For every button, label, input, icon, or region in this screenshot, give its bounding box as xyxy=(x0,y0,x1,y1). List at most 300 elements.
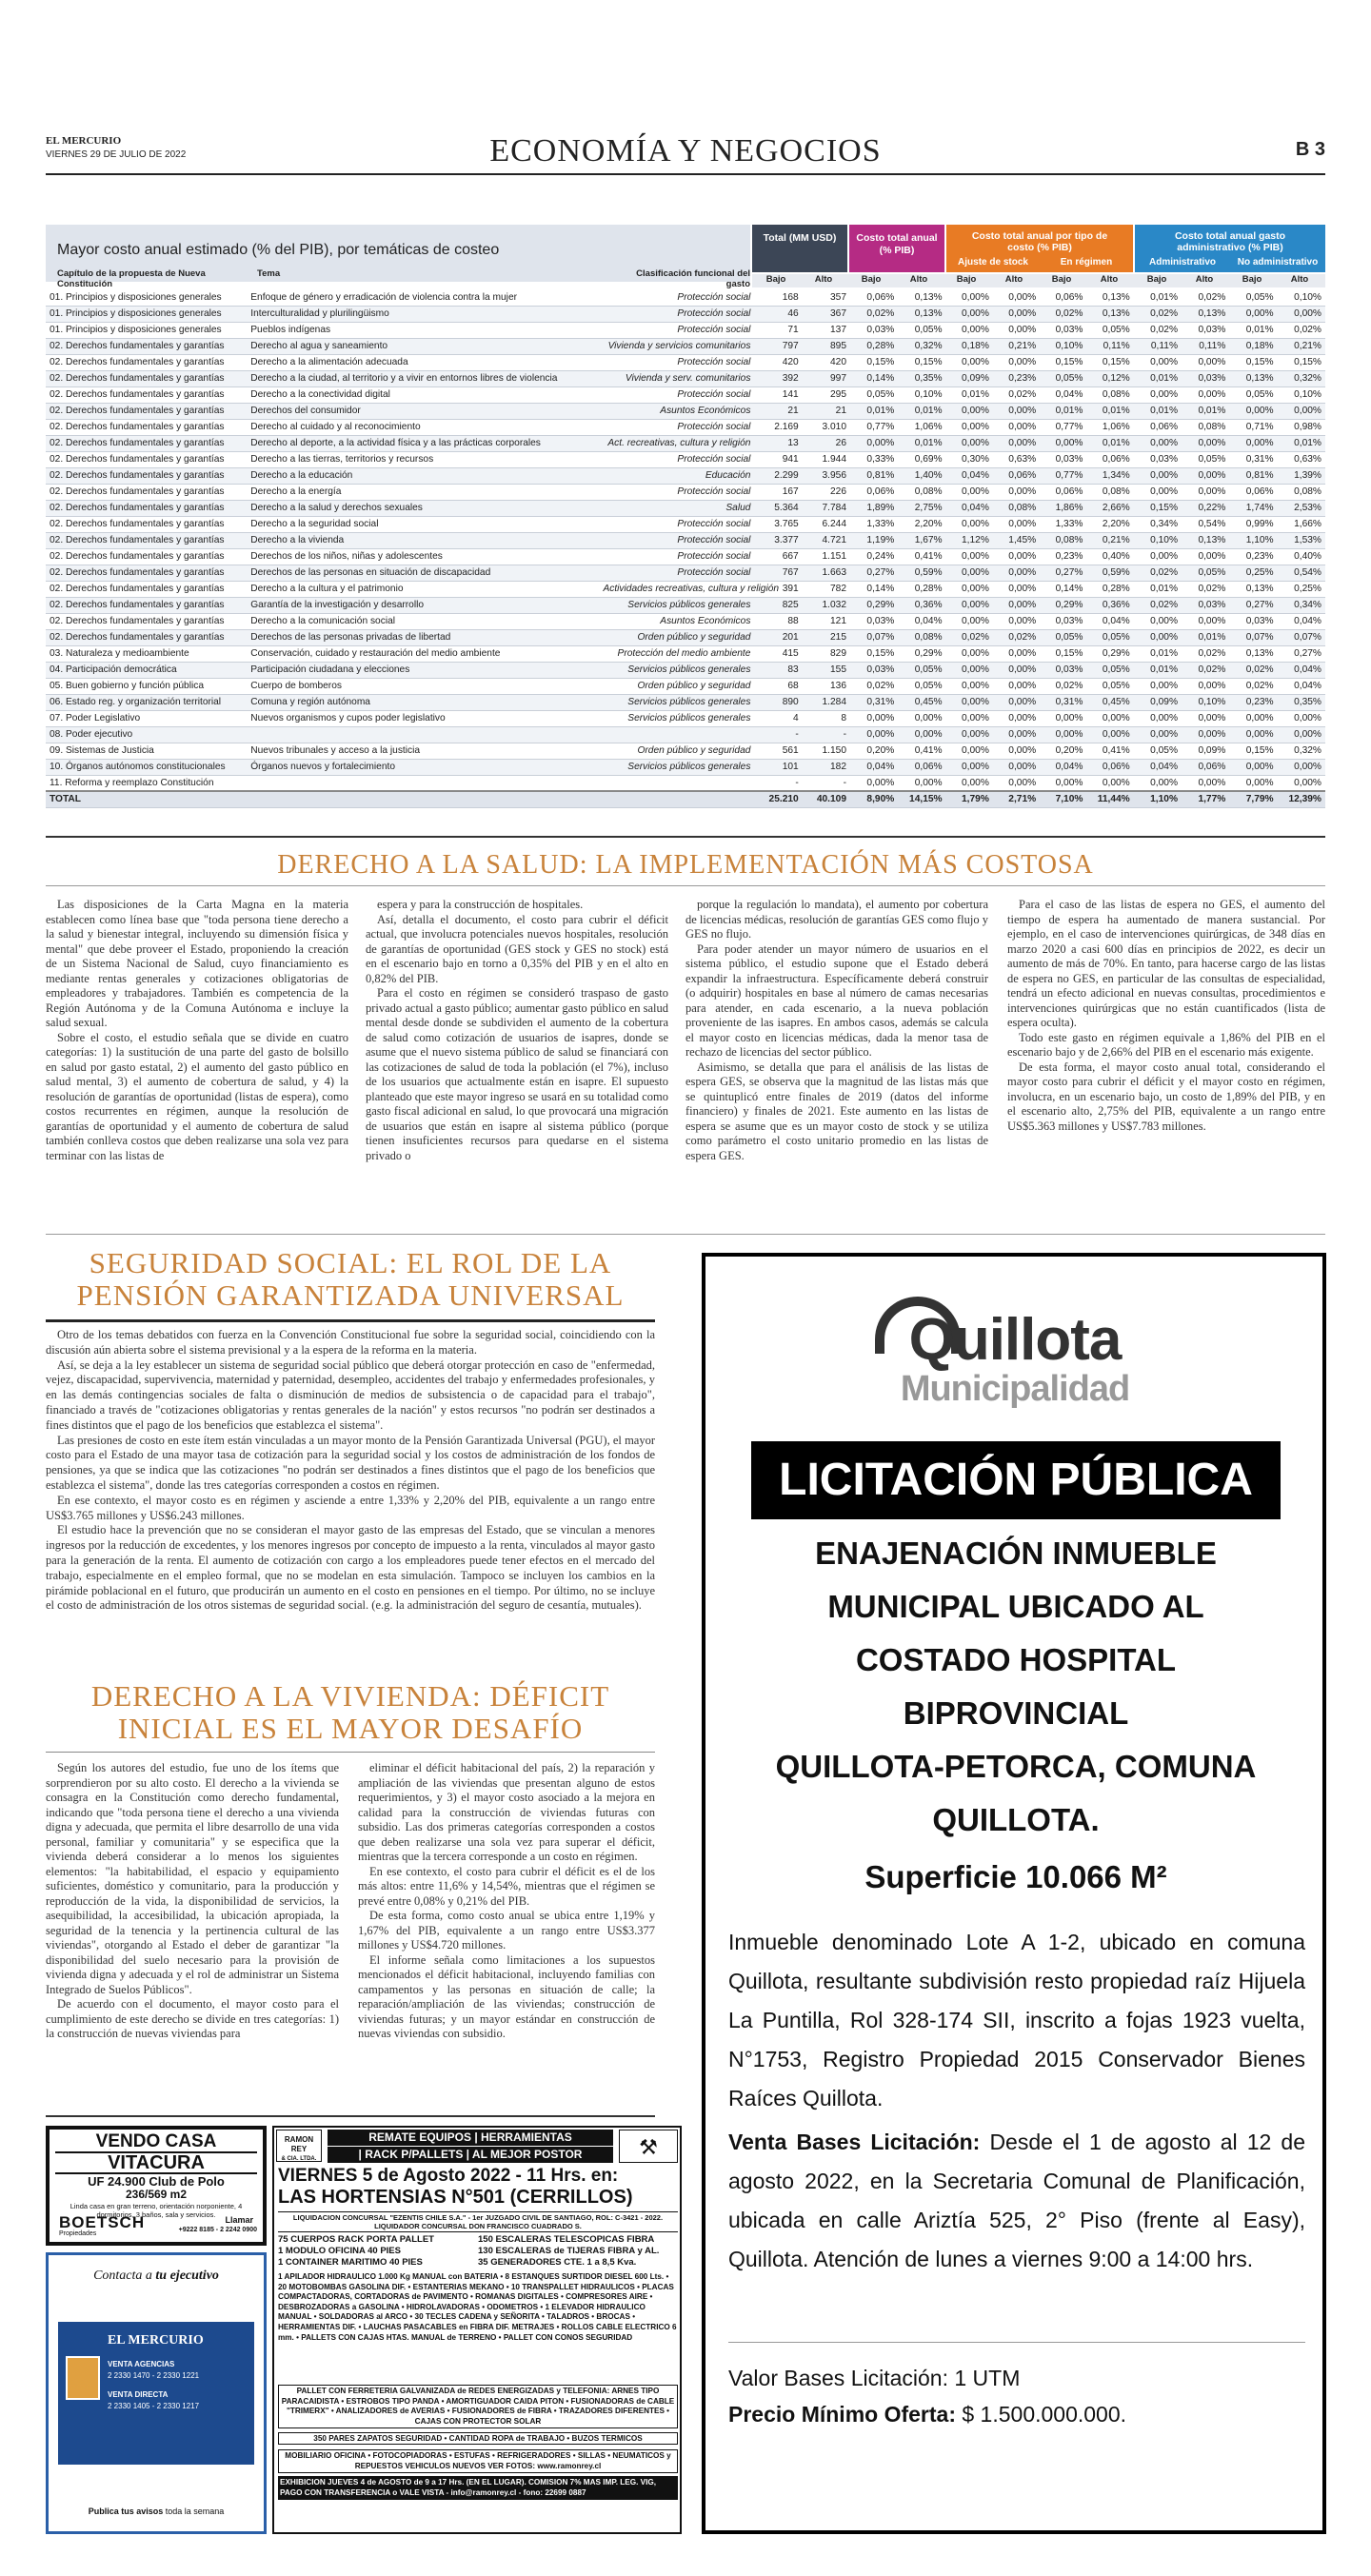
table-cell: 0,00% xyxy=(993,565,1040,581)
table-cell: 0,31% xyxy=(1229,451,1277,467)
licitacion-subtitle-5: QUILLOTA-PETORCA, COMUNA xyxy=(775,1749,1257,1784)
table-cell: 0,36% xyxy=(898,597,945,613)
bajo-label: Bajo xyxy=(1146,274,1167,285)
table-cell: Protección social xyxy=(599,548,754,565)
table-row xyxy=(46,451,1325,467)
table-cell: 1.150 xyxy=(803,743,850,759)
table-cell: 215 xyxy=(803,629,850,645)
table-cell: 561 xyxy=(754,743,802,759)
table-cell: 0,00% xyxy=(946,694,993,710)
table-cell: 0,13% xyxy=(1229,645,1277,662)
table-cell: 0,00% xyxy=(1278,726,1325,743)
table-cell: 0,15% xyxy=(1229,354,1277,370)
table-cell: 0,98% xyxy=(1278,419,1325,435)
table-cell: 0,00% xyxy=(946,435,993,451)
paragraph: Para el caso de las listas de espera no GES, el aumento del tiempo de espera ha aumentado de manera sustancial. Por ejemplo, en el caso de intervenciones quirúrgicas, de 348 días en marzo 2020 a casi 600 días en principios de 2022, es decir un aumento de más de 70%. En tanto, para hacerse cargo de las listas de espera no GES, en particular de las consultas de especialidad, tendrá un efecto adicional en nuevas consultas, procedimientos e intervenciones quirúrgicas que no están cuantificados (lista de espera oculta). xyxy=(1007,898,1325,1029)
table-cell xyxy=(247,791,599,807)
table-cell: 0,05% xyxy=(1182,565,1229,581)
table-cell: 0,00% xyxy=(1040,435,1086,451)
table-cell: 0,02% xyxy=(1182,645,1229,662)
table-cell: 1,06% xyxy=(1086,419,1133,435)
table-cell: Protección social xyxy=(599,306,754,322)
remate-brand-2: & CIA. LTDA. xyxy=(281,2156,317,2162)
paragraph: El informe señala como limitaciones a los supuestos mencionados el déficit habitacional, incluyendo familias con campamentos y las personas en situación de calle; la reparación/ampliación de las viviendas; construcción de viviendas futuras; y un mayor estándar en construcción de nuevas viviendas con subsidio. xyxy=(358,1952,655,2040)
table-cell: 0,00% xyxy=(993,581,1040,597)
table-cell: 0,00% xyxy=(1278,306,1325,322)
table-cell: 46 xyxy=(754,306,802,322)
table-cell: 0,24% xyxy=(850,548,898,565)
bajo-alto-row xyxy=(752,274,1325,287)
remate-bar2: 350 PARES ZAPATOS SEGURIDAD • CANTIDAD ROPA de TRABAJO • BUZOS TERMICOS xyxy=(278,2432,678,2445)
vitacura-line1: VENDO CASA xyxy=(95,2131,217,2151)
table-cell: 2,20% xyxy=(1086,516,1133,532)
table-cell: 02. Derechos fundamentales y garantías xyxy=(46,565,247,581)
table-cell: 0,00% xyxy=(1278,403,1325,419)
table-cell: 0,00% xyxy=(946,662,993,678)
table-cell: 0,11% xyxy=(1182,338,1229,354)
table-cell: 0,00% xyxy=(1134,775,1182,791)
vitacura-line3: UF 24.900 Club de Polo xyxy=(88,2174,225,2189)
table-cell: 0,02% xyxy=(993,629,1040,645)
table-cell: 0,13% xyxy=(898,289,945,306)
table-cell: 0,07% xyxy=(1278,629,1325,645)
table-cell: 0,28% xyxy=(850,338,898,354)
table-cell: Nuevos organismos y cupos poder legislativo xyxy=(247,710,599,726)
table-cell: 0,00% xyxy=(1229,726,1277,743)
masthead-paper: EL MERCURIO xyxy=(46,135,122,147)
table-cell: 941 xyxy=(754,451,802,467)
table-cell: 1,10% xyxy=(1134,791,1182,807)
table-cell: 02. Derechos fundamentales y garantías xyxy=(46,386,247,403)
table-cell: 367 xyxy=(803,306,850,322)
table-cell: 0,00% xyxy=(993,548,1040,565)
licitacion-area: Superficie 10.066 M² xyxy=(864,1859,1167,1894)
table-cell: Derecho a la seguridad social xyxy=(247,516,599,532)
table-cell: Derecho a la conectividad digital xyxy=(247,386,599,403)
table-row xyxy=(46,629,1325,645)
table-cell: 0,04% xyxy=(1278,613,1325,629)
table-cell: 02. Derechos fundamentales y garantías xyxy=(46,403,247,419)
table-cell: 0,04% xyxy=(850,759,898,775)
table-cell: 2,71% xyxy=(993,791,1040,807)
table-row xyxy=(46,678,1325,694)
table-cell: Interculturalidad y plurilingüismo xyxy=(247,306,599,322)
licitacion-header: LICITACIÓN PÚBLICA xyxy=(751,1441,1281,1519)
table-cell: 0,45% xyxy=(1086,694,1133,710)
table-cell: 0,00% xyxy=(1040,775,1086,791)
header-class: Clasificación funcional del gasto xyxy=(636,268,750,289)
table-cell: 06. Estado reg. y organización territorial xyxy=(46,694,247,710)
table-cell: 0,21% xyxy=(1086,532,1133,548)
table-cell: 4 xyxy=(754,710,802,726)
table-cell: 2,53% xyxy=(1278,500,1325,516)
table-cell: 02. Derechos fundamentales y garantías xyxy=(46,532,247,548)
table-cell: 295 xyxy=(803,386,850,403)
table-cell: 4.721 xyxy=(803,532,850,548)
remate-date: VIERNES 5 de Agosto 2022 - 11 Hrs. en: xyxy=(278,2166,619,2186)
table-cell: 0,00% xyxy=(993,726,1040,743)
remate-top2: | RACK P/PALLETS | AL MEJOR POSTOR xyxy=(328,2147,613,2163)
paragraph: Las presiones de costo en este ítem están vinculadas a un mayor monto de la Pensión Garantizada Universal (PGU), el mayor costo para el Estado de una mayor tasa de cotización para la seguridad social y los costos de administración de los fondos de pensiones, ya que se indica que las cotizaciones "no podrán ser destinados a fines distintos que el pago de los beneficios que establezca el sistema", donde las tres categorías corresponden a costos en régimen. xyxy=(46,1433,655,1492)
cost-table-block xyxy=(46,225,1325,808)
table-cell: Nuevos tribunales y acceso a la justicia xyxy=(247,743,599,759)
table-cell: 0,02% xyxy=(946,629,993,645)
table-row xyxy=(46,532,1325,548)
table-cell: 1,66% xyxy=(1278,516,1325,532)
table-cell: 0,01% xyxy=(898,435,945,451)
salud-col-1 xyxy=(46,898,348,1163)
remate-list: 1 APILADOR HIDRAULICO 1.000 Kg MANUAL con BATERIA • 8 ESTANQUES SURTIDOR DIESEL 600 Lts. • 20 MOTOBOMBAS GASOLINA DIF. • ESTANTERIAS MEKANO • 10 TRANSPALLET HIDRAULICOS • PLACAS COMPACTADORAS, CORTADORAS de PAVIMENTO • ROMANAS DIGITALES • COMPRESORES AIRE • DESBROZADORAS a GASOLINA • HIDROLAVADORAS • ODOMETROS • 1 ELEVADOR HIDRAULICO MANUAL • SOLDADORAS al ARCO • 30 TECLES CADENA y SEÑORITA • TALADROS • BROCAS • HERRAMIENTAS DIF. • LAUCHAS PASACABLES en FIBRA DIF. METRAJES • ROLLOS CABLE ELECTRICO 6 mm. • PALLETS CON CAJAS HTAS. MANUAL de TERRENO • PALLET CON CONOS SEGURIDAD xyxy=(278,2272,677,2342)
table-cell: 0,03% xyxy=(1229,613,1277,629)
table-cell: 0,77% xyxy=(1040,419,1086,435)
seguridad-rule xyxy=(46,1319,655,1322)
table-cell: - xyxy=(803,775,850,791)
table-cell: 68 xyxy=(754,678,802,694)
table-cell: 0,63% xyxy=(1278,451,1325,467)
table-cell: 8 xyxy=(803,710,850,726)
page-number: B 3 xyxy=(1295,139,1325,160)
remate-col2-a: 150 ESCALERAS TELESCOPICAS FIBRA xyxy=(478,2234,655,2245)
sub-stock: Ajuste de stock xyxy=(958,257,1028,268)
salud-bottom-rule xyxy=(46,1234,1325,1235)
table-cell: 0,00% xyxy=(1229,435,1277,451)
table-cell: 0,23% xyxy=(1229,694,1277,710)
table-cell: 0,00% xyxy=(993,354,1040,370)
table-cell: 0,34% xyxy=(1134,516,1182,532)
table-cell: 1,10% xyxy=(1229,532,1277,548)
paragraph: Asimismo, se detalla que para el análisis de las listas de espera GES, se observa que la magnitud de las listas más que se quintuplicó entre finales de 2019 (datos del informe financiero) y finales de 2021. Este aumento en las listas de espera se asume que es un mayor costo de stock y se utiliza como parámetro el costo unitario promedio en las listas de espera GES. xyxy=(686,1060,988,1162)
table-bottom-rule xyxy=(46,836,1325,838)
table-cell: 0,20% xyxy=(1040,743,1086,759)
paragraph: espera y para la construcción de hospitales. xyxy=(377,898,584,911)
table-cell: 0,08% xyxy=(1040,532,1086,548)
table-cell: Orden público y seguridad xyxy=(599,678,754,694)
table-cell: 0,36% xyxy=(1086,597,1133,613)
vitacura-ad xyxy=(46,2126,267,2246)
table-cell: Derecho a la energía xyxy=(247,484,599,500)
table-cell: 0,00% xyxy=(946,484,993,500)
table-cell: 0,13% xyxy=(1086,306,1133,322)
table-cell: 0,00% xyxy=(1182,354,1229,370)
table-cell: 0,00% xyxy=(898,710,945,726)
table-cell: 0,02% xyxy=(1040,678,1086,694)
table-cell: 0,28% xyxy=(1086,581,1133,597)
table-cell: 0,00% xyxy=(1134,354,1182,370)
table-cell: 0,32% xyxy=(1278,370,1325,386)
table-cell: 0,00% xyxy=(850,775,898,791)
table-cell: 0,13% xyxy=(1229,370,1277,386)
table-cell: 0,00% xyxy=(1134,726,1182,743)
masthead-date: VIERNES 29 DE JULIO DE 2022 xyxy=(46,149,187,160)
bajo-label: Bajo xyxy=(861,274,882,285)
table-cell: 0,31% xyxy=(1040,694,1086,710)
table-cell: 0,02% xyxy=(1182,581,1229,597)
table-cell: 0,06% xyxy=(850,289,898,306)
table-cell: 0,03% xyxy=(1040,451,1086,467)
precio-value: $ 1.500.000.000. xyxy=(955,2402,1127,2427)
table-cell: 0,15% xyxy=(850,645,898,662)
table-cell: 8,90% xyxy=(850,791,898,807)
paragraph: En ese contexto, el costo para cubrir el déficit es el de los más altos: entre 11,6% y 14,54%, mientras que el régimen se prevé entre 0,08% y 0,21% del PIB. xyxy=(358,1864,655,1908)
table-cell: Vivienda y servicios comunitarios xyxy=(599,338,754,354)
table-cell: 0,00% xyxy=(946,354,993,370)
table-cell: 02. Derechos fundamentales y garantías xyxy=(46,338,247,354)
table-cell: Servicios públicos generales xyxy=(599,759,754,775)
table-cell: 141 xyxy=(754,386,802,403)
table-cell: 0,00% xyxy=(946,710,993,726)
contacto-brand: EL MERCURIO xyxy=(108,2333,204,2348)
vivienda-col-2 xyxy=(358,1761,655,2042)
table-cell: 0,02% xyxy=(1040,306,1086,322)
table-cell: 1,89% xyxy=(850,500,898,516)
table-cell: 0,05% xyxy=(1086,678,1133,694)
table-cell: 0,05% xyxy=(1086,629,1133,645)
table-cell: 0,02% xyxy=(1182,662,1229,678)
table-cell: 0,21% xyxy=(1278,338,1325,354)
licitacion-valor: Valor Bases Licitación: 1 UTM xyxy=(728,2366,1021,2390)
remate-col2-b: 130 ESCALERAS de TIJERAS FIBRA y AL. xyxy=(478,2246,660,2256)
table-row xyxy=(46,338,1325,354)
table-cell: 0,69% xyxy=(898,451,945,467)
table-cell: 168 xyxy=(754,289,802,306)
table-cell: 0,00% xyxy=(993,645,1040,662)
vitacura-company2: Propiedades xyxy=(59,2230,97,2237)
table-cell: 13 xyxy=(754,435,802,451)
sub-admin: Administrativo xyxy=(1148,257,1216,268)
table-cell: 0,05% xyxy=(898,322,945,338)
table-cell: 1.944 xyxy=(803,451,850,467)
table-cell: Actividades recreativas, cultura y religión xyxy=(599,581,754,597)
table-cell: 0,02% xyxy=(1134,597,1182,613)
table-cell: 0,07% xyxy=(1229,629,1277,645)
table-cell: Derecho a la comunicación social xyxy=(247,613,599,629)
table-cell: 357 xyxy=(803,289,850,306)
table-cell: 0,03% xyxy=(1134,451,1182,467)
table-cell: 0,05% xyxy=(898,662,945,678)
table-cell: 0,35% xyxy=(1278,694,1325,710)
alto-label: Alto xyxy=(909,274,928,285)
table-cell: 0,00% xyxy=(1040,710,1086,726)
table-cell: Derecho al deporte, a la actividad física y a las prácticas corporales xyxy=(247,435,599,451)
table-cell: 0,54% xyxy=(1278,565,1325,581)
remate-hammer-icon: ⚒ xyxy=(619,2130,678,2163)
table-cell: 0,21% xyxy=(993,338,1040,354)
table-cell: Derechos de las personas en situación de discapacidad xyxy=(247,565,599,581)
quillota-logo xyxy=(858,1293,1172,1407)
licitacion-subtitle-3: COSTADO HOSPITAL xyxy=(855,1642,1177,1677)
table-cell: 0,00% xyxy=(1229,710,1277,726)
table-cell: TOTAL xyxy=(46,791,247,807)
table-cell: 88 xyxy=(754,613,802,629)
bajo-label: Bajo xyxy=(956,274,977,285)
contacto-footer-b: toda la semana xyxy=(165,2507,225,2516)
table-cell: 0,03% xyxy=(1182,370,1229,386)
table-cell: 04. Participación democrática xyxy=(46,662,247,678)
table-cell: 3.010 xyxy=(803,419,850,435)
table-cell: 0,35% xyxy=(898,370,945,386)
remate-ad xyxy=(272,2126,682,2534)
table-cell: 0,09% xyxy=(946,370,993,386)
bajo-label: Bajo xyxy=(1051,274,1072,285)
table-cell: 0,00% xyxy=(1182,710,1229,726)
table-cell: 0,01% xyxy=(1134,581,1182,597)
contacto-title-a: Contacta a xyxy=(93,2269,156,2283)
table-cell: Derechos de las personas privadas de libertad xyxy=(247,629,599,645)
paragraph: porque la regulación lo mandata), el aumento por cobertura de licencias médicas, resolución de garantías GES como flujo y GES no flujo. xyxy=(686,898,988,941)
licitacion-precio xyxy=(728,2395,1305,2434)
table-cell: 0,00% xyxy=(1229,306,1277,322)
contacto-title-b: tu ejecutivo xyxy=(155,2269,219,2283)
table-cell: 01. Principios y disposiciones generales xyxy=(46,322,247,338)
table-cell: 0,10% xyxy=(898,386,945,403)
remate-col2 xyxy=(478,2234,680,2269)
table-cell: Cuerpo de bomberos xyxy=(247,678,599,694)
seguridad-title-2: PENSIÓN GARANTIZADA UNIVERSAL xyxy=(76,1278,625,1312)
vitacura-line4: 236/569 m2 xyxy=(125,2188,188,2201)
table-cell: Asuntos Económicos xyxy=(599,403,754,419)
remate-liq: LIQUIDACION CONCURSAL "EZENTIS CHILE S.A." - 1er JUZGADO CIVIL DE SANTIAGO, ROL: C-3421 - 2022. LIQUIDADOR CONCURSAL DON FRANCISCO CUADRADO S. xyxy=(278,2211,678,2232)
table-cell: 0,99% xyxy=(1229,516,1277,532)
table-row xyxy=(46,759,1325,775)
table-cell: 0,00% xyxy=(1229,759,1277,775)
table-cell: Protección social xyxy=(599,516,754,532)
table-cell: 1,45% xyxy=(993,532,1040,548)
table-cell: Participación ciudadana y elecciones xyxy=(247,662,599,678)
table-cell: Protección social xyxy=(599,532,754,548)
table-row xyxy=(46,565,1325,581)
bajo-label: Bajo xyxy=(1242,274,1262,285)
table-cell: 02. Derechos fundamentales y garantías xyxy=(46,629,247,645)
table-cell: 0,00% xyxy=(946,289,993,306)
table-cell: 0,11% xyxy=(1086,338,1133,354)
cost-table-wrap xyxy=(46,289,1325,808)
table-cell: 0,04% xyxy=(946,500,993,516)
table-cell: 03. Naturaleza y medioambiente xyxy=(46,645,247,662)
table-cell: 0,15% xyxy=(850,354,898,370)
table-cell: 155 xyxy=(803,662,850,678)
table-cell: 0,18% xyxy=(946,338,993,354)
table-cell xyxy=(599,775,754,791)
table-cell: 0,00% xyxy=(898,726,945,743)
table-cell: 0,00% xyxy=(946,548,993,565)
table-cell: Derecho a la salud y derechos sexuales xyxy=(247,500,599,516)
table-cell: 890 xyxy=(754,694,802,710)
table-cell: 0,06% xyxy=(1229,484,1277,500)
remate-col1 xyxy=(278,2234,476,2269)
table-cell: 0,01% xyxy=(1134,645,1182,662)
paragraph: De acuerdo con el documento, el mayor costo para el cumplimiento de este derecho se divide en tres categorías: 1) la construcción de nuevas viviendas para xyxy=(46,1997,339,2040)
table-cell: 0,00% xyxy=(993,484,1040,500)
table-cell: 1.032 xyxy=(803,597,850,613)
table-cell: 0,00% xyxy=(946,565,993,581)
table-cell: 0,27% xyxy=(1229,597,1277,613)
table-cell: Derecho a la cultura y el patrimonio xyxy=(247,581,599,597)
table-cell: 0,01% xyxy=(1086,403,1133,419)
table-cell: 0,00% xyxy=(1229,403,1277,419)
table-row xyxy=(46,435,1325,451)
table-cell: Derecho a las tierras, territorios y recursos xyxy=(247,451,599,467)
table-cell: 0,08% xyxy=(1278,484,1325,500)
table-cell: 0,41% xyxy=(898,548,945,565)
table-cell: 767 xyxy=(754,565,802,581)
alto-label: Alto xyxy=(1004,274,1023,285)
table-row xyxy=(46,370,1325,386)
table-cell: 0,01% xyxy=(1086,435,1133,451)
table-cell: 0,22% xyxy=(1182,500,1229,516)
table-cell: 0,03% xyxy=(850,613,898,629)
remate-foot: EXHIBICION JUEVES 4 de AGOSTO de 9 a 17 Hrs. (EN EL LUGAR). COMISION 7% MAS IMP. LEG. VIG, PAGO CON TRANSFERENCIA o VALE VISTA - info@ramonrey.cl - fono: 22699 0887 xyxy=(278,2476,678,2500)
table-cell: Protección social xyxy=(599,484,754,500)
table-cell: 0,01% xyxy=(898,403,945,419)
table-cell: 0,01% xyxy=(1278,435,1325,451)
table-cell: Servicios públicos generales xyxy=(599,662,754,678)
table-cell: 0,00% xyxy=(993,403,1040,419)
table-cell: 0,02% xyxy=(1182,289,1229,306)
table-cell: 2,20% xyxy=(898,516,945,532)
table-cell: 829 xyxy=(803,645,850,662)
table-cell: 0,00% xyxy=(946,645,993,662)
table-cell: 0,02% xyxy=(850,678,898,694)
table-cell: 0,03% xyxy=(1182,322,1229,338)
table-cell: 1,74% xyxy=(1229,500,1277,516)
table-cell: 0,00% xyxy=(1182,548,1229,565)
table-cell: 0,03% xyxy=(1182,597,1229,613)
table-row xyxy=(46,516,1325,532)
table-cell: 0,13% xyxy=(1229,581,1277,597)
table-cell: 0,00% xyxy=(993,743,1040,759)
table-cell: 01. Principios y disposiciones generales xyxy=(46,289,247,306)
vitacura-company: BOETSCH xyxy=(59,2213,146,2231)
table-cell: 0,06% xyxy=(1040,289,1086,306)
table-cell: 0,02% xyxy=(1134,322,1182,338)
table-cell: 0,06% xyxy=(993,467,1040,484)
table-cell: 0,04% xyxy=(1134,759,1182,775)
paragraph: eliminar el déficit habitacional del país, 2) la reparación y ampliación de las viviendas que presentan alguno de estos requerimientos, y 3) el mayor costo asociado a la mejora en calidad para la construcción de viviendas futuras con subsidio. Las dos primeras categorías corresponden a costos que deben realizarse una sola vez para superar el déficit, mientras que la tercera corresponde a un costo en régimen. xyxy=(358,1761,655,1863)
paragraph: Todo este gasto en régimen equivale a 1,86% del PIB en el escenario bajo y de 2,66% del PIB en el escenario más exigente. xyxy=(1007,1030,1325,1059)
table-cell: 14,15% xyxy=(898,791,945,807)
group-total: Total (MM USD) xyxy=(752,225,847,272)
table-cell: 0,27% xyxy=(1278,645,1325,662)
licitacion-subtitle-4: BIPROVINCIAL xyxy=(903,1695,1129,1731)
table-row xyxy=(46,484,1325,500)
table-cell: 0,27% xyxy=(850,565,898,581)
table-cell: 1,33% xyxy=(850,516,898,532)
table-cell: 0,00% xyxy=(946,759,993,775)
table-cell: 0,04% xyxy=(1040,386,1086,403)
table-cell: 0,41% xyxy=(898,743,945,759)
table-cell: - xyxy=(754,726,802,743)
table-cell: 137 xyxy=(803,322,850,338)
group-stock-title: Costo total anual por tipo de costo (% PIB) xyxy=(971,230,1108,253)
table-cell: 1,39% xyxy=(1278,467,1325,484)
table-cell: 0,05% xyxy=(1229,289,1277,306)
table-cell: 1,12% xyxy=(946,532,993,548)
table-row xyxy=(46,597,1325,613)
table-cell: 0,00% xyxy=(946,597,993,613)
table-cell: - xyxy=(754,775,802,791)
table-cell: 0,00% xyxy=(993,322,1040,338)
seguridad-title-1: SEGURIDAD SOCIAL: EL ROL DE LA xyxy=(89,1246,612,1279)
table-cell: Derecho a la educación xyxy=(247,467,599,484)
table-cell: 0,23% xyxy=(1229,548,1277,565)
table-cell: 0,02% xyxy=(993,386,1040,403)
table-cell: 0,25% xyxy=(1278,581,1325,597)
group-admin xyxy=(1135,225,1325,272)
table-cell: 0,00% xyxy=(850,710,898,726)
table-cell: Protección social xyxy=(599,289,754,306)
paragraph: Según los autores del estudio, fue uno de los ítems que sorprendieron por su alto costo. El derecho a la vivienda se consagra en la Constitución como derecho fundamental, indicando que "toda persona tiene el derecho a una vivienda digna y adecuada, que permita el libre desarrollo de una vida personal, familiar y comunitaria" y se especifica que la vivienda deberá considerar a lo menos los siguientes elementos: "la habitabilidad, el espacio y equipamiento suficientes, doméstico y comunitario, para la producción y reproducción de la vida, la disponibilidad de servicios, la asequibilidad, la accesibilidad, la ubicación apropiada, la seguridad de la tenencia y la pertinencia cultural de las viviendas", otorgando al Estado el deber de garantizar "la disponibilidad del suelo necesario para la provisión de vivienda digna y adecuada y el rol de administrar un Sistema Integrado de Suelos Públicos". xyxy=(46,1761,339,1996)
table-cell: 0,32% xyxy=(898,338,945,354)
